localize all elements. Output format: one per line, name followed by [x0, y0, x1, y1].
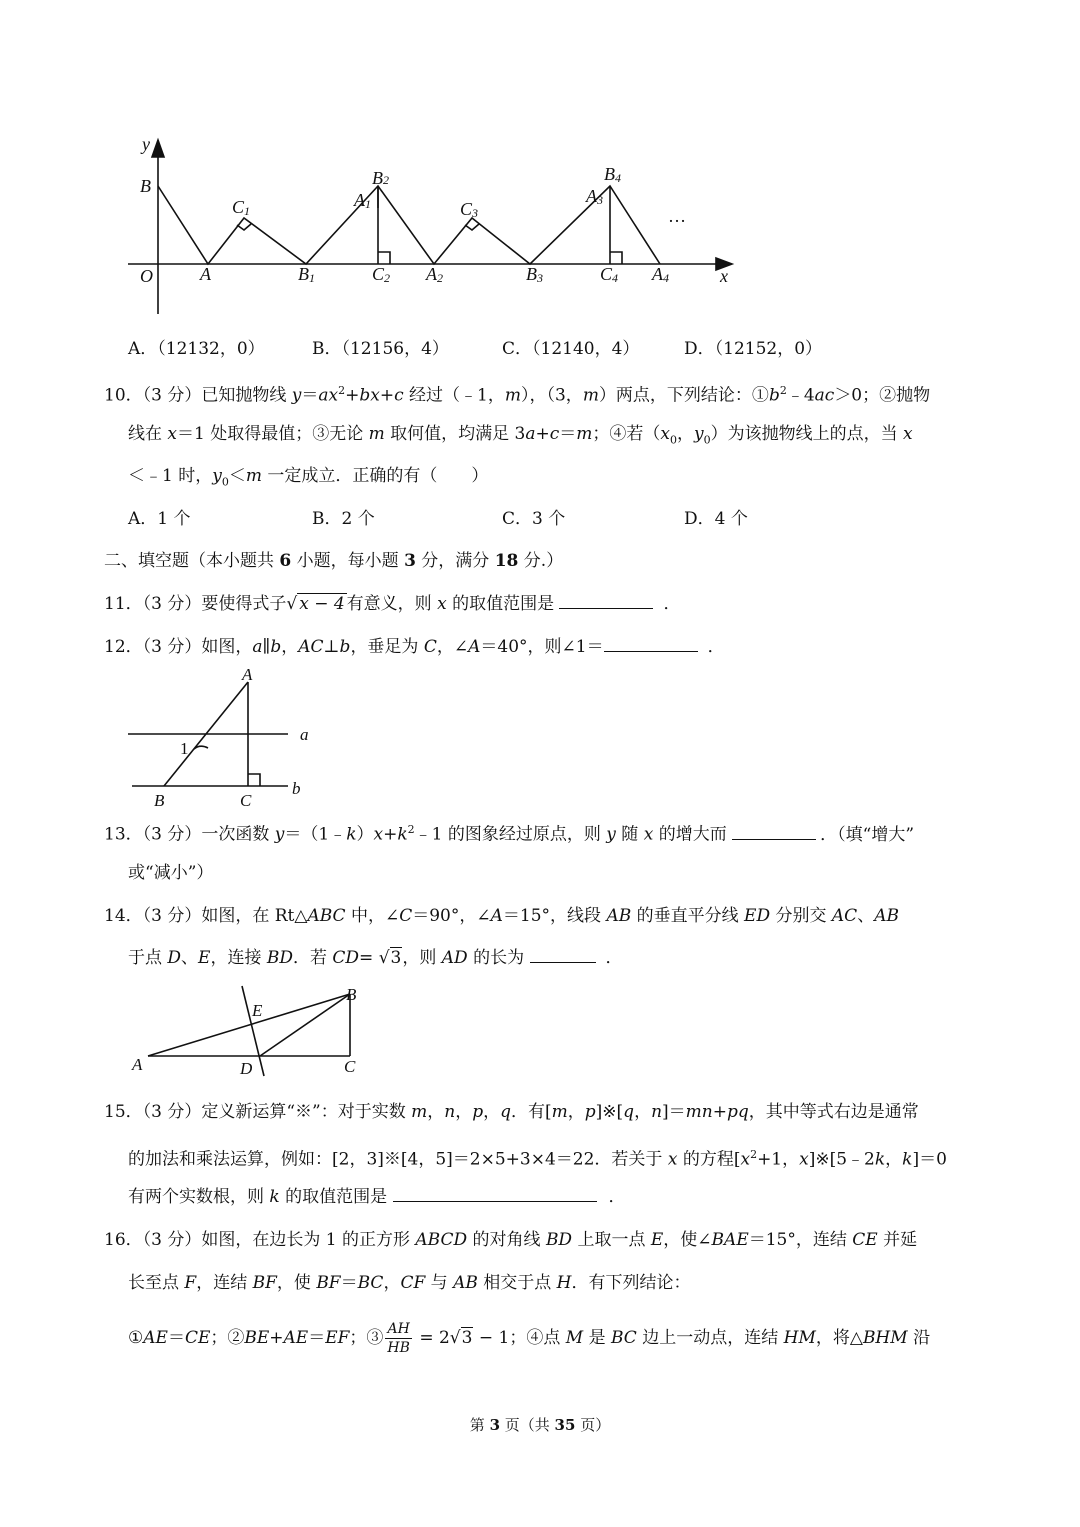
label-y: y [142, 134, 150, 154]
q12-line: 12．（3 分）如图，a∥b，AC⊥b，垂足为 C，∠A＝40°，则∠1＝ ． [104, 637, 725, 657]
label-a2: A2 [426, 264, 443, 285]
q14-line-1: 14．（3 分）如图，在 Rt△ABC 中，∠C＝90°，∠A＝15°，线段 AB 的垂直平分线 ED 分别交 AC、AB [104, 906, 899, 926]
right-angle-c [248, 774, 260, 786]
label-a-point: A [242, 665, 253, 684]
label-c1: C1 [232, 197, 251, 218]
q15-line-1: 15．（3 分）定义新运算“※”：对于实数 m，n，p，q．有[m，p]※[q，n]＝mn+pq，其中等式右边是通常 [104, 1102, 919, 1122]
q13-line-1: 13．（3 分）一次函数 $y=(1﹣k)x+k^2﹣1$ 的图象经过原点，则 y 随 x 的增大而 ．（填“增大” [104, 823, 915, 845]
label-b3: B3 [526, 264, 543, 285]
q13-line-2: 或“减小”） [128, 863, 214, 883]
q16-line-3: ①AE＝CE；②BE+AE＝EF；③ $\frac{AH}{HB}$ = 2√3 − 1；④点 M 是 BC 边上一动点，连结 HM，将△BHM 沿 [128, 1321, 931, 1356]
q9-zigzag-figure [120, 130, 750, 320]
q14-answer-blank[interactable] [530, 962, 596, 963]
q15-answer-blank[interactable] [393, 1201, 597, 1202]
label-b-point: B [154, 791, 165, 810]
q12-answer-blank[interactable] [604, 651, 698, 652]
label-x: x [720, 266, 728, 286]
label-b1: B1 [298, 264, 315, 285]
q11-radicand: x − 4 [299, 594, 345, 614]
q10-option-d[interactable]: D．4 个 [684, 509, 748, 529]
q10-line-3: ＜﹣1 时，$y_0<m$ 一定成立．正确的有（ ） [128, 466, 489, 489]
q9-option-a[interactable]: A．（12132，0） [128, 339, 265, 359]
q16-fraction: $\frac{AH}{HB}$ [387, 1321, 410, 1356]
label-line-a: a [300, 725, 309, 744]
right-angle-c2 [378, 252, 390, 264]
right-angle-c4 [610, 252, 622, 264]
q11-answer-blank[interactable] [559, 608, 653, 609]
label-b: B [346, 985, 357, 1004]
q16-line-2: 长至点 F，连结 BF，使 BF＝BC，CF 与 AB 相交于点 H．有下列结论： [128, 1273, 691, 1293]
q14-line-2: 于点 D、E，连接 BD．若 CD= √3，则 AD 的长为 ． [128, 948, 623, 968]
label-c-point: C [240, 791, 252, 810]
q12-parallel-lines-figure [120, 662, 320, 812]
page-footer: 第 3 页（共 35 页） [469, 1416, 611, 1434]
q9-option-b[interactable]: B．（12156，4） [312, 339, 449, 359]
label-d: D [240, 1059, 253, 1078]
q10-option-a[interactable]: A．1 个 [128, 509, 191, 529]
q13-answer-blank[interactable] [732, 839, 816, 840]
label-b: B [140, 176, 151, 196]
label-b4: B4 [604, 164, 621, 185]
y-axis-arrow [152, 140, 164, 157]
label-c2: C2 [372, 264, 391, 285]
label-line-b: b [292, 779, 301, 798]
q10-line-1: 10．（3 分）已知抛物线 $y=ax^2+bx+c$ 经过（﹣1，m），（3，m）两点，下列结论：$①b^2﹣4ac>0$；②抛物 [104, 384, 931, 406]
label-c: C [344, 1057, 356, 1076]
label-c3: C3 [460, 199, 479, 220]
label-a3: A3 [586, 186, 603, 207]
q9-option-d[interactable]: D．（12152，0） [684, 339, 823, 359]
label-a: A [200, 264, 211, 284]
label-o: O [140, 266, 153, 286]
label-b2: B2 [372, 168, 389, 188]
q9-option-c[interactable]: C．（12140，4） [502, 339, 640, 359]
q11-line: 11．（3 分）要使得式子√ x − 4 有意义，则 x 的取值范围是 ． [104, 594, 681, 614]
q10-option-c[interactable]: C．3 个 [502, 509, 566, 529]
q15-line-2: 的加法和乘法运算，例如：[2，3]※[4，5]＝2×5+3×4＝22．若关于 x 的方程[$x^2+1$，x]※[5﹣2k，k]＝0 [128, 1148, 947, 1170]
section-2-heading: 二、填空题（本小题共 6 小题，每小题 3 分，满分 18 分.） [104, 551, 564, 571]
q10-option-b[interactable]: B．2 个 [312, 509, 375, 529]
label-angle-1: 1 [180, 739, 189, 758]
q10-line-2: 线在 x＝1 处取得最值；③无论 m 取何值，均满足 3a+c＝m；④若（$x_0$，$y_0$）为该抛物线上的点，当 x [128, 424, 913, 447]
label-e: E [252, 1001, 263, 1020]
q15-line-3: 有两个实数根，则 k 的取值范围是 ． [128, 1187, 626, 1207]
label-ellipsis: … [668, 206, 686, 226]
segment-ab [148, 994, 350, 1056]
label-a: A [132, 1055, 143, 1074]
label-a1: A1 [354, 190, 371, 211]
q14-triangle-figure [124, 982, 374, 1082]
label-c4: C4 [600, 264, 619, 285]
label-a4: A4 [652, 264, 669, 285]
segment-bd [260, 994, 350, 1056]
q16-line-1: 16．（3 分）如图，在边长为 1 的正方形 ABCD 的对角线 BD 上取一点 E，使∠BAE＝15°，连结 CE 并延 [104, 1230, 918, 1250]
sqrt-symbol: √ [286, 594, 298, 614]
